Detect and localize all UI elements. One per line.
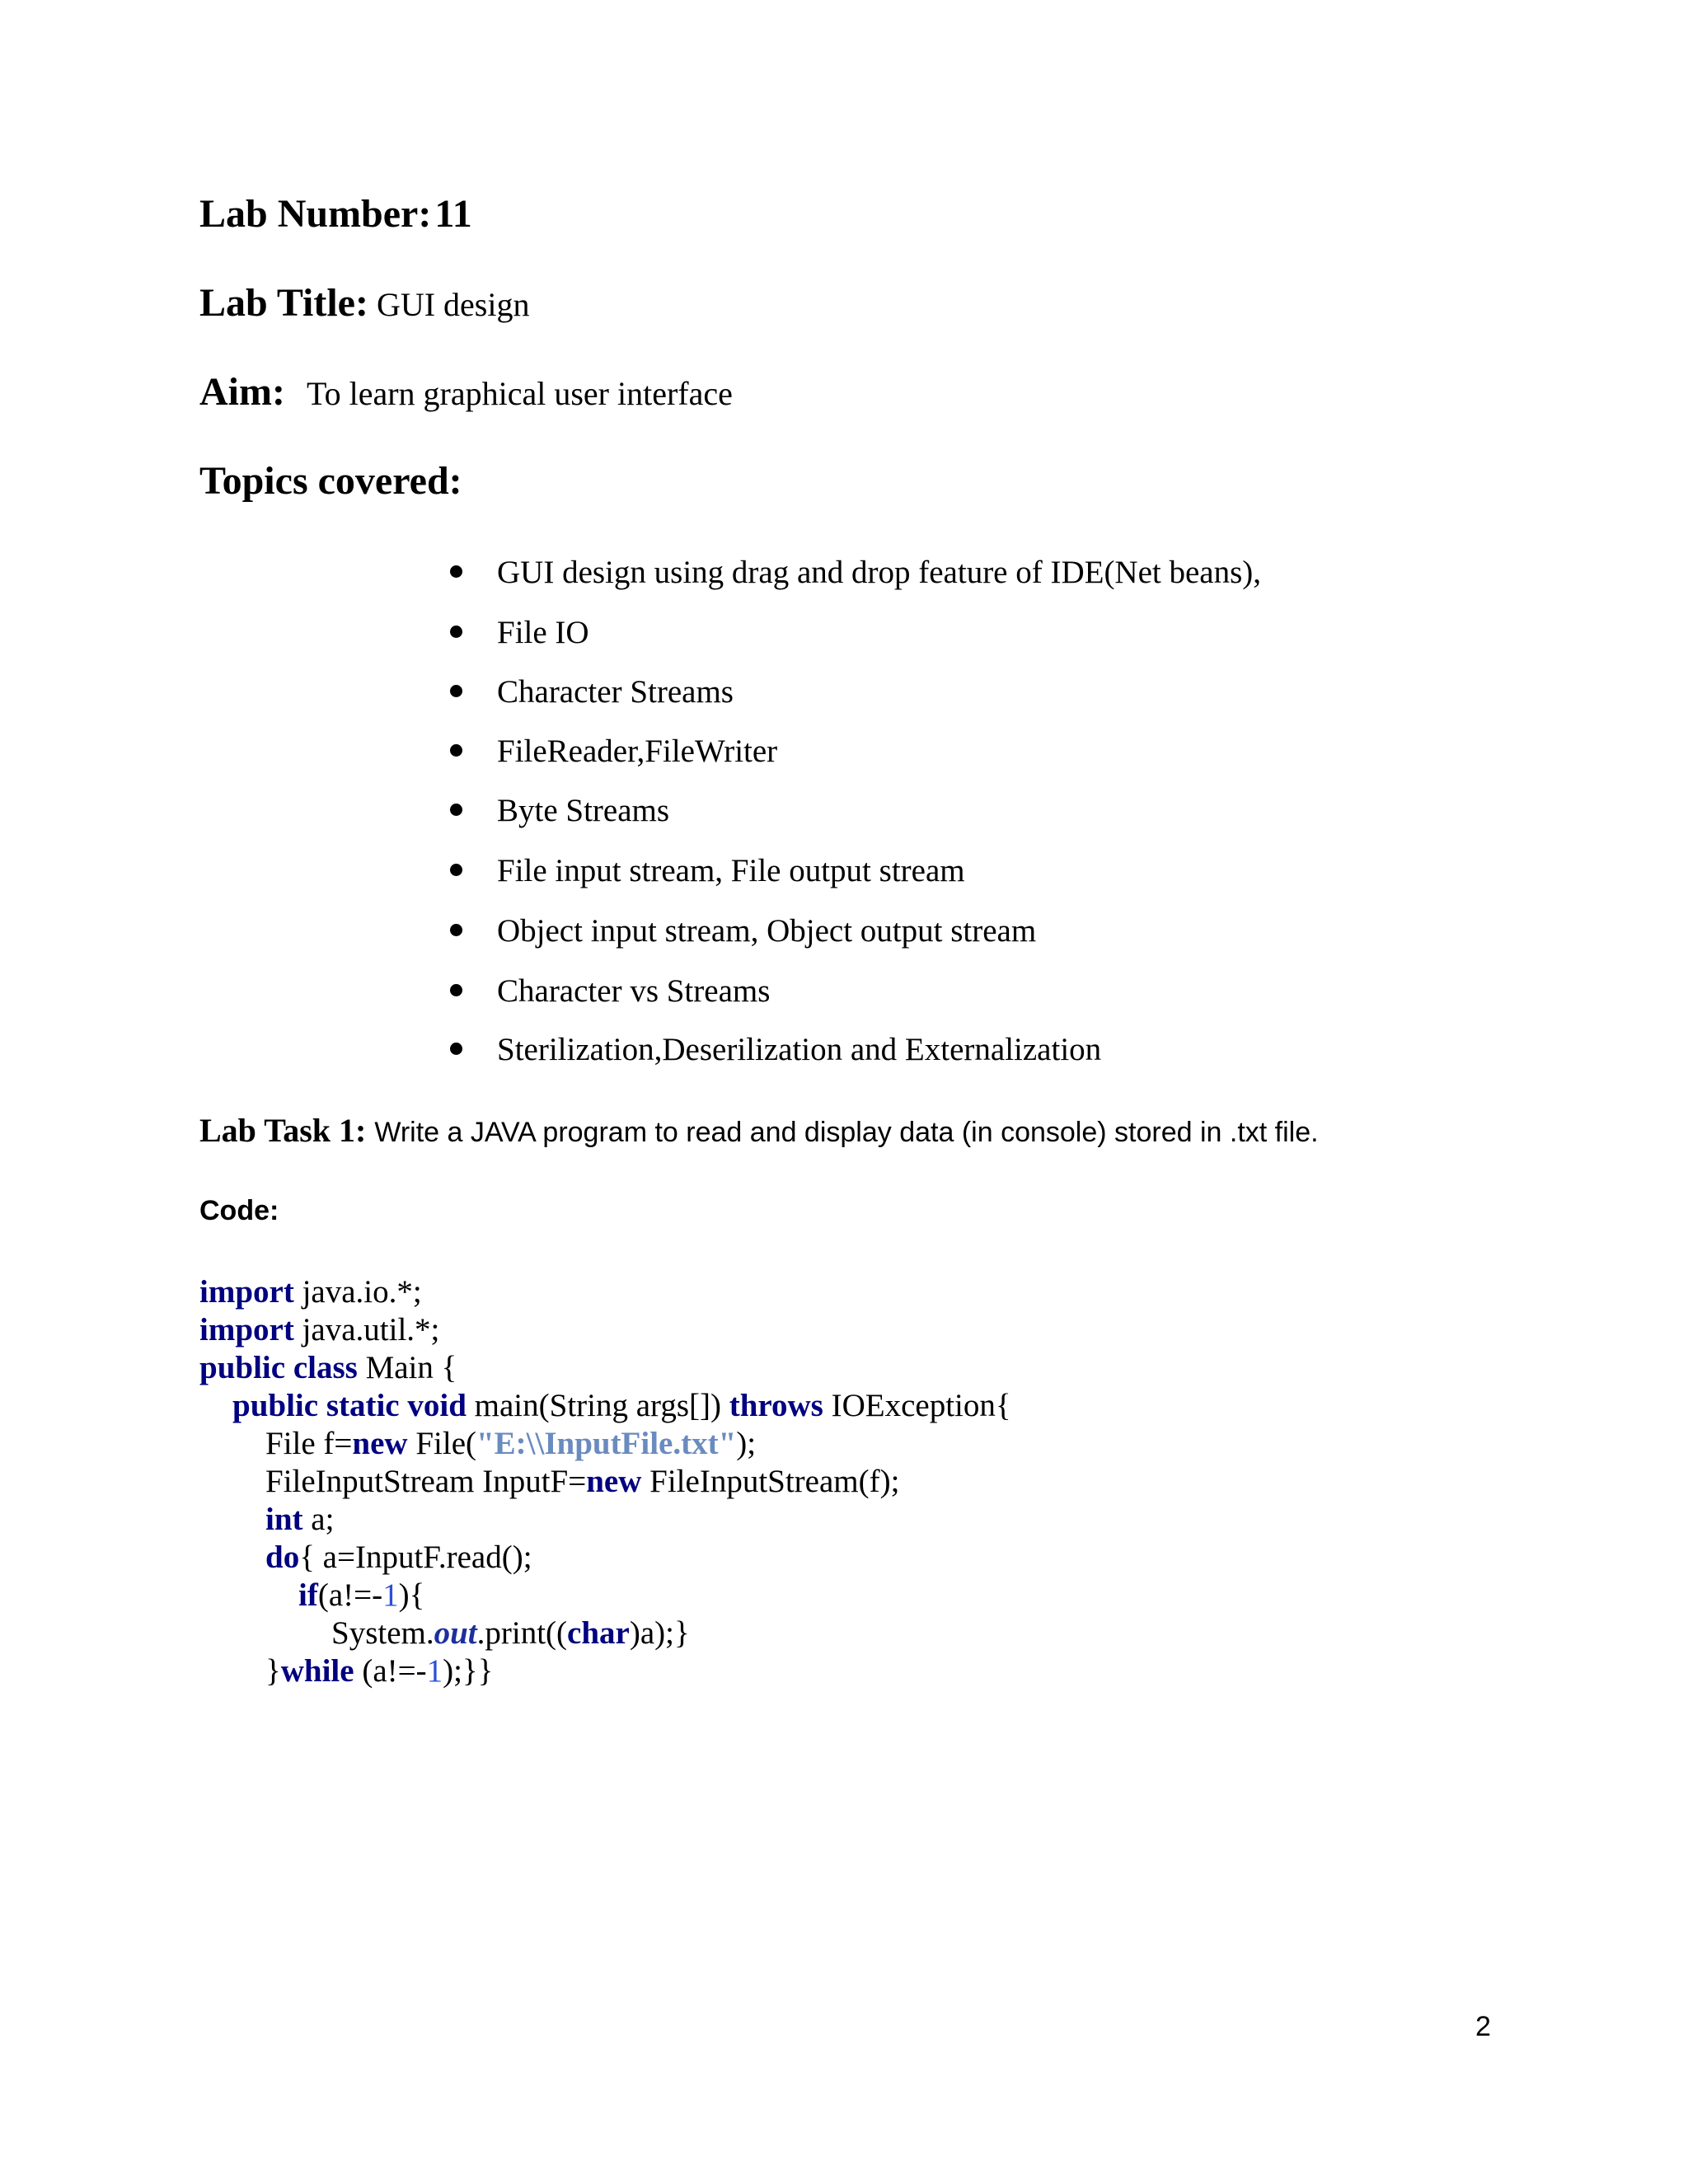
bullet-icon [450,924,462,936]
lab-title-heading [199,280,529,326]
lab-task-1 [199,1111,1319,1150]
task-1-text: Write a JAVA program to read and display data (in console) stored in .txt file. [374,1117,1319,1148]
bullet-icon [450,804,462,816]
lab-number-heading [199,191,472,237]
code-line: if(a!=-1){ [298,1577,425,1613]
lab-number-label: Lab Number: [199,192,432,236]
bullet-icon [450,864,462,876]
code-line: import java.io.*; [199,1274,422,1310]
code-label: Code: [199,1195,279,1226]
bullet-icon [450,984,462,996]
code-line: do{ a=InputF.read(); [265,1540,532,1575]
topics-label: Topics covered: [199,459,462,503]
page-number: 2 [1475,2011,1491,2042]
aim-heading [199,369,733,415]
code-line: public class Main { [199,1350,457,1385]
bullet-icon [450,565,462,578]
bullet-icon [450,1043,462,1055]
lab-number-value: 11 [434,192,472,236]
document-page: Lab Number: 11 Lab Title: GUI design Aim: To learn graphical user interface Topics covered: GUI design using drag and drop feature of IDE(Net beans), File IO Character Streams FileReader,FileWriter Byte Streams File input stream, File output stream Object input stream, Object output stream Character vs Streams Sterilization,Deserilization and Externalization Lab Task 1: Write a JAVA program to read and display data (in console) stored in .txt file. Code: import java.io.*; import java.util.*; public class Main { public static void main(String args[]) throws IOException{ File f=new File("E:\\InputFile.txt"); FileInputStream InputF=new FileInputStream(f); int a; do{ a=InputF.read(); if(a!=-1){ System.out.print((char)a);} }while (a!=-1);}} 2 [199,192,1491,2042]
aim-label: Aim: [199,370,285,414]
task-1-label: Lab Task 1: [199,1112,367,1149]
bullet-icon [450,685,462,697]
aim-value: To learn graphical user interface [306,375,733,412]
bullet-icon [450,626,462,638]
code-line: File f=new File("E:\\InputFile.txt"); [265,1426,757,1461]
code-line: int a; [265,1502,335,1537]
bullet-icon [450,744,462,757]
code-line: public static void main(String args[]) throws IOException{ [232,1388,1011,1423]
code-line: import java.util.*; [199,1312,440,1347]
code-line: }while (a!=-1);}} [265,1653,494,1689]
lab-title-label: Lab Title: [199,281,368,325]
topics-heading [199,458,462,504]
code-line: FileInputStream InputF=new FileInputStream(f); [265,1464,900,1499]
lab-title-value: GUI design [376,286,530,323]
code-line: System.out.print((char)a);} [331,1615,690,1651]
